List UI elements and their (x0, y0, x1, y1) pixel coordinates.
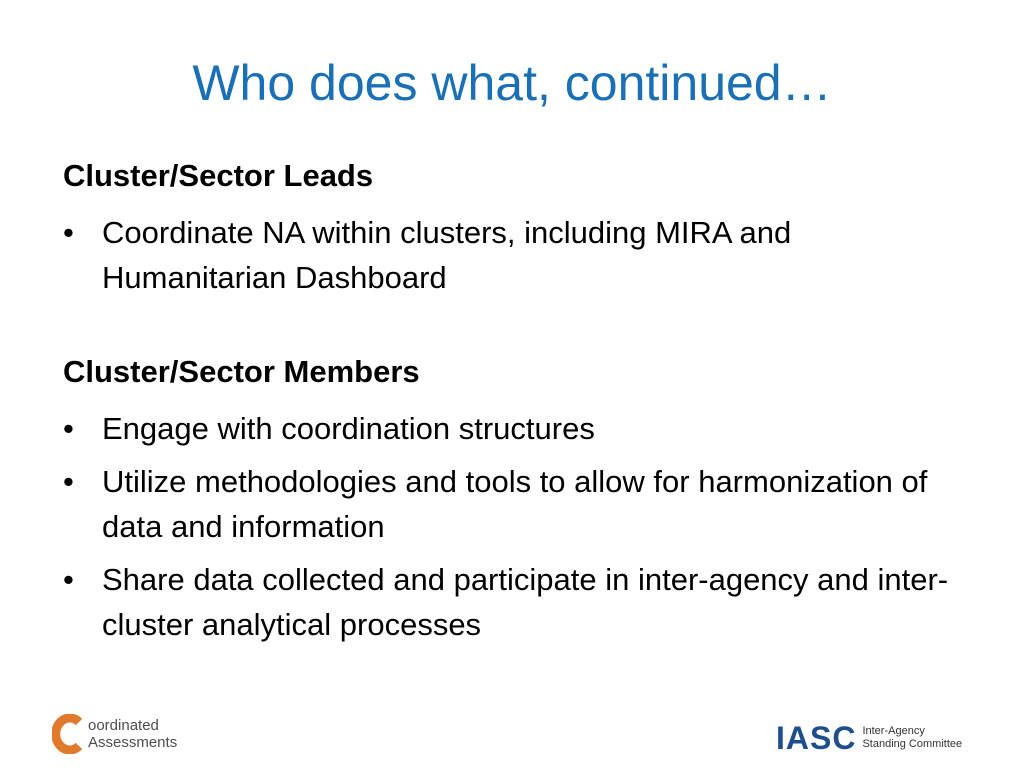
bullet-item (63, 557, 963, 647)
c-letter-logo-icon (52, 714, 84, 754)
slide-title: Who does what, continued… (192, 55, 832, 111)
iasc-logo (776, 718, 962, 758)
bullet-dot-icon: • (63, 562, 74, 597)
bullet-item (63, 406, 963, 451)
bullet-list (63, 210, 963, 300)
bullet-dot-icon: • (63, 215, 74, 250)
bullet-text: Coordinate NA within clusters, including MIRA and Humanitarian Dashboard (102, 215, 792, 295)
bullet-item (63, 210, 963, 300)
iasc-line-2: Standing Committee (862, 738, 963, 750)
coordinated-assessments-logo (52, 712, 177, 756)
iasc-line-1: Inter-Agency (862, 725, 925, 737)
section-cluster-members (63, 346, 963, 647)
logo-line-1: oordinated (88, 717, 159, 734)
coordinated-assessments-text (88, 717, 177, 751)
bullet-dot-icon: • (63, 464, 74, 499)
bullet-list (63, 406, 963, 647)
bullet-text: Utilize methodologies and tools to allow for harmonization of data and information (102, 464, 928, 544)
slide-body (63, 150, 963, 647)
iasc-wordmark: IASC (776, 720, 857, 756)
bullet-text: Share data collected and participate in inter-agency and inter-cluster analytical processes (102, 562, 949, 642)
bullet-text: Engage with coordination structures (102, 411, 595, 446)
section-heading: Cluster/Sector Members (63, 354, 420, 389)
logo-line-2: Assessments (88, 734, 178, 751)
bullet-item (63, 459, 963, 549)
section-heading: Cluster/Sector Leads (63, 158, 374, 193)
bullet-dot-icon: • (63, 411, 74, 446)
iasc-subtitle (862, 725, 962, 751)
section-cluster-leads (63, 150, 963, 300)
